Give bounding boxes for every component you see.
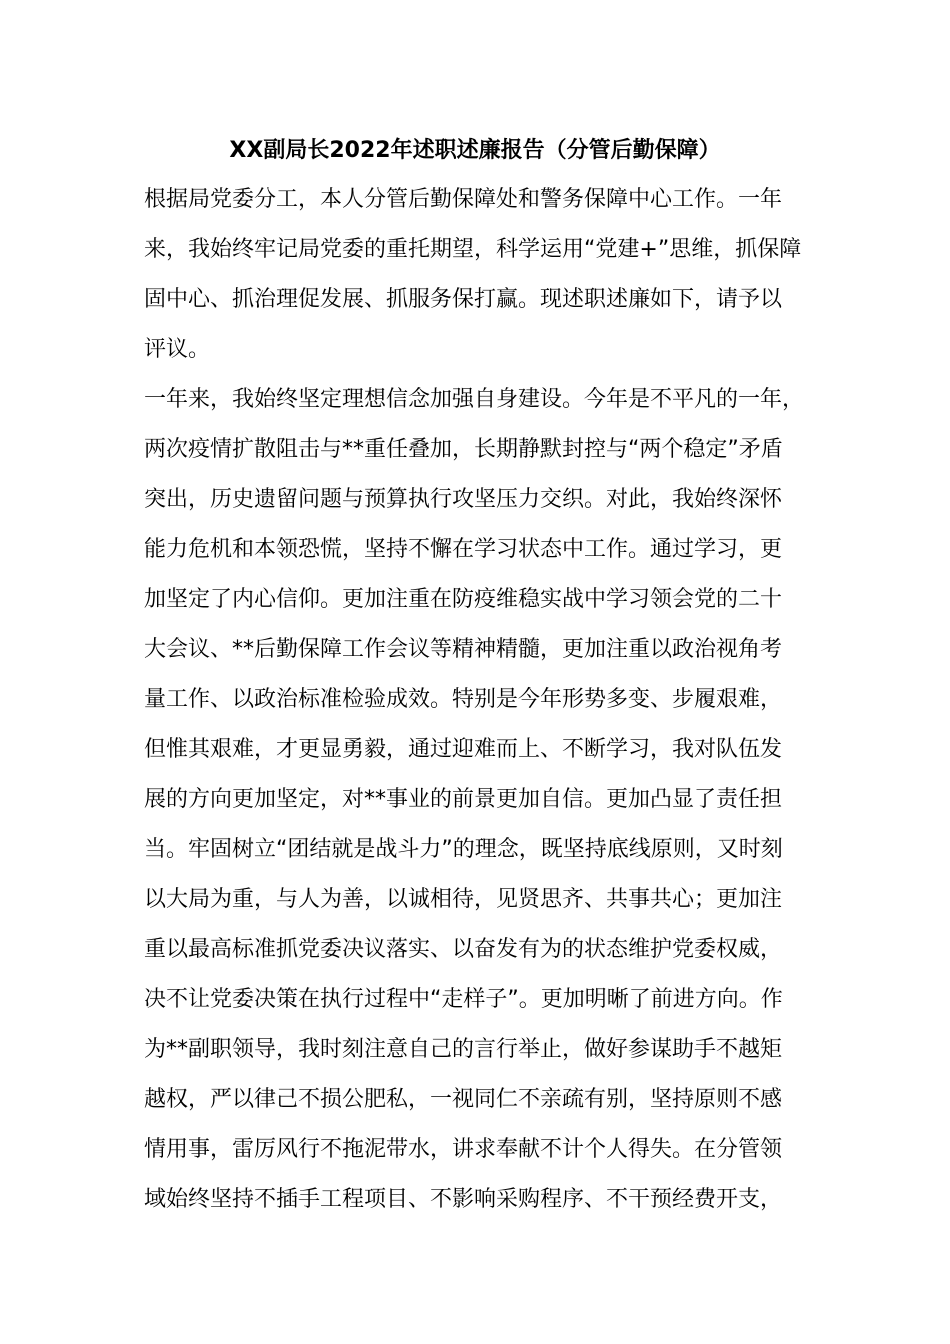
body-line: 但惟其艰难，才更显勇毅，通过迎难而上、不断学习，我对队伍发 [144, 737, 783, 762]
body-line: 根据局党委分工，本人分管后勤保障处和警务保障中心工作。一年 [144, 187, 783, 212]
document-title: XX副局长2022年述职述廉报告（分管后勤保障） [229, 138, 721, 163]
body-line: 固中心、抓治理促发展、抓服务保打赢。现述职述廉如下，请予以 [144, 287, 783, 312]
body-line: 一年来，我始终坚定理想信念加强自身建设。今年是不平凡的一年， [144, 387, 805, 412]
body-line: 量工作、以政治标准检验成效。特别是今年形势多变、步履艰难， [144, 687, 783, 712]
body-line: 突出，历史遗留问题与预算执行攻坚压力交织。对此，我始终深怀 [144, 487, 783, 512]
body-line: 情用事，雷厉风行不拖泥带水，讲求奉献不计个人得失。在分管领 [144, 1137, 783, 1162]
body-line: 以大局为重，与人为善，以诚相待，见贤思齐、共事共心；更加注 [144, 887, 783, 912]
body-line: 展的方向更加坚定，对**事业的前景更加自信。更加凸显了责任担 [144, 787, 783, 812]
body-line: 两次疫情扩散阻击与**重任叠加，长期静默封控与“两个稳定”矛盾 [144, 437, 783, 462]
body-line: 为**副职领导，我时刻注意自己的言行举止，做好参谋助手不越矩 [144, 1037, 783, 1062]
body-line: 大会议、**后勤保障工作会议等精神精髓，更加注重以政治视角考 [144, 637, 783, 662]
body-line: 越权，严以律己不损公肥私，一视同仁不亲疏有别，坚持原则不感 [144, 1087, 783, 1112]
body-line: 来，我始终牢记局党委的重托期望，科学运用“党建+”思维，抓保障 [144, 237, 802, 262]
body-line: 重以最高标准抓党委决议落实、以奋发有为的状态维护党委权威， [144, 937, 783, 962]
body-line: 能力危机和本领恐慌，坚持不懈在学习状态中工作。通过学习，更 [144, 537, 783, 562]
body-line: 决不让党委决策在执行过程中“走样子”。更加明晰了前进方向。作 [144, 987, 783, 1012]
body-line: 加坚定了内心信仰。更加注重在防疫维稳实战中学习领会党的二十 [144, 587, 783, 612]
body-line: 当。牢固树立“团结就是战斗力”的理念，既坚持底线原则，又时刻 [144, 837, 783, 862]
body-line: 评议。 [144, 337, 211, 362]
body-line: 域始终坚持不插手工程项目、不影响采购程序、不干预经费开支， [144, 1187, 783, 1212]
